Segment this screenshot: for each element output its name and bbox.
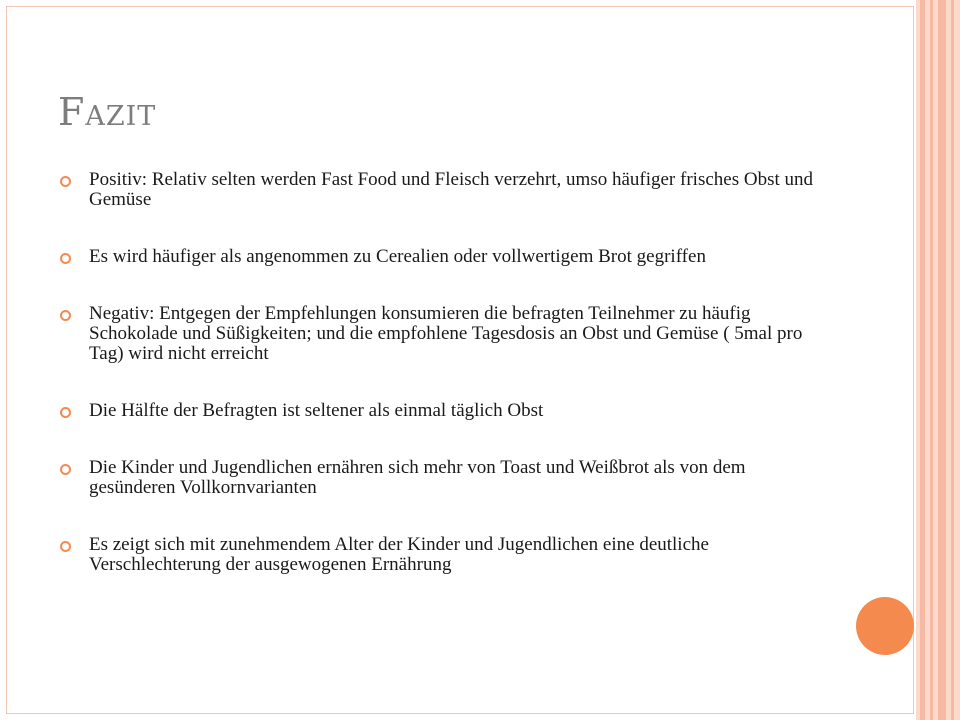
list-item — [60, 170, 820, 210]
decorative-stripes — [916, 0, 960, 720]
bullet-list — [60, 170, 820, 612]
bullet-text: Es zeigt sich mit zunehmendem Alter der Kinder und Jugendlichen eine deutliche Verschlechterung der ausgewogenen Ernährung — [89, 534, 709, 575]
decorative-circle — [856, 597, 914, 655]
bullet-circle-icon — [60, 253, 71, 264]
bullet-circle-icon — [60, 541, 71, 552]
list-item — [60, 401, 820, 421]
bullet-text: Positiv: Relativ selten werden Fast Food und Fleisch verzehrt, umso häufiger frisches Obst und Gemüse — [89, 169, 813, 210]
bullet-circle-icon — [60, 176, 71, 187]
bullet-text: Negativ: Entgegen der Empfehlungen konsumieren die befragten Teilnehmer zu häufig Schokolade und Süßigkeiten; und die empfohlene Tagesdosis an Obst und Gemüse ( 5mal pro Tag) wird nicht erreicht — [89, 303, 803, 364]
bullet-text: Die Hälfte der Befragten ist seltener als einmal täglich Obst — [89, 400, 544, 421]
bullet-circle-icon — [60, 310, 71, 321]
bullet-circle-icon — [60, 407, 71, 418]
bullet-text: Es wird häufiger als angenommen zu Cerealien oder vollwertigem Brot gegriffen — [89, 246, 706, 267]
bullet-circle-icon — [60, 464, 71, 475]
list-item — [60, 535, 820, 575]
list-item — [60, 247, 820, 267]
list-item — [60, 304, 820, 364]
list-item — [60, 458, 820, 498]
bullet-text: Die Kinder und Jugendlichen ernähren sich mehr von Toast und Weißbrot als von dem gesünderen Vollkornvarianten — [89, 457, 746, 498]
slide-title: Fazit — [58, 90, 157, 134]
